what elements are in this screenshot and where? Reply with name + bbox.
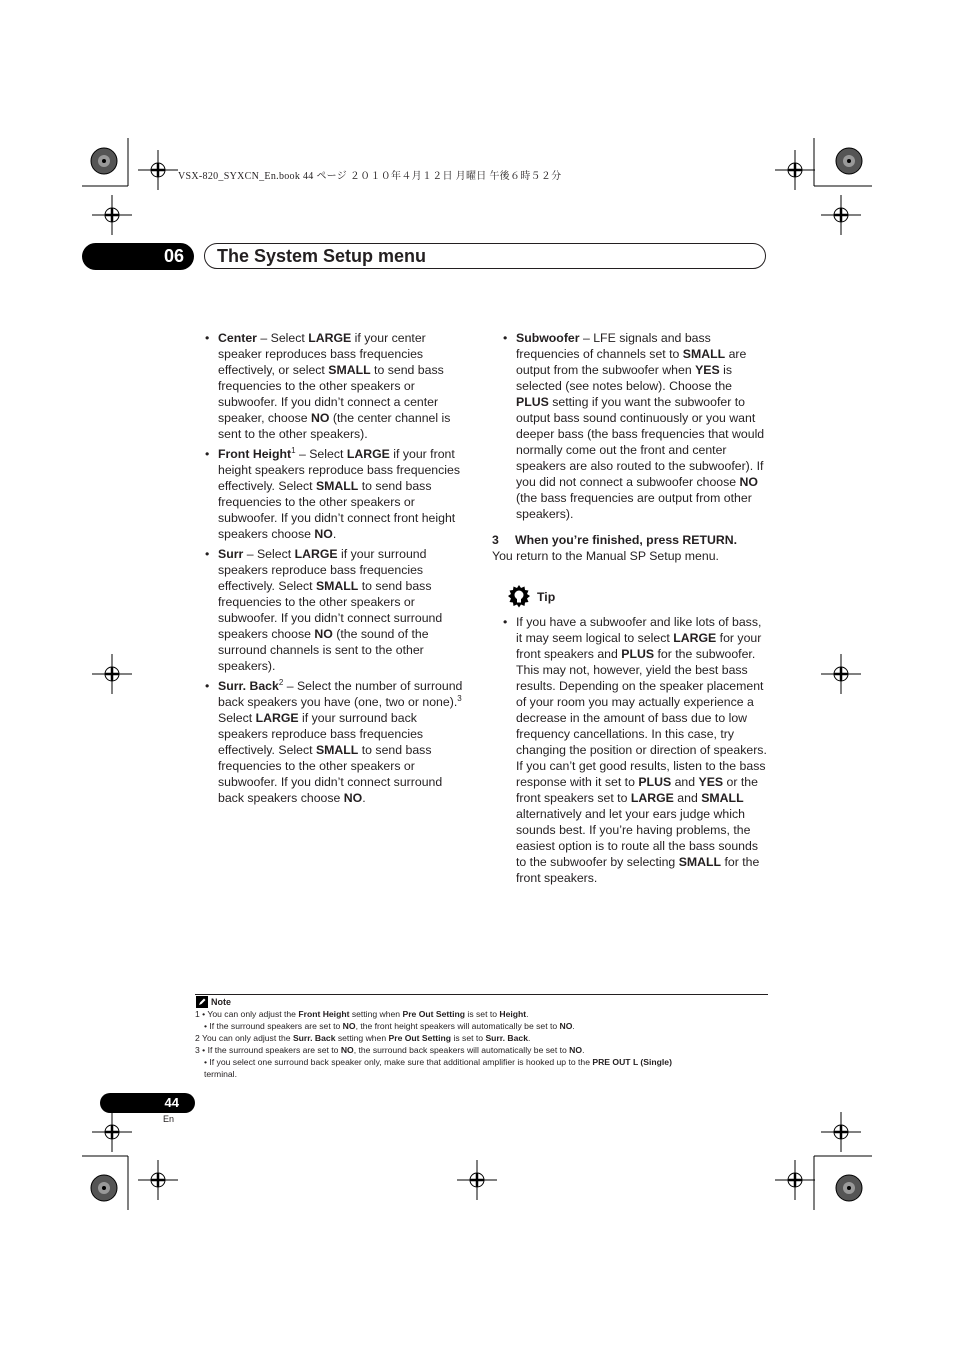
footnote-3a bbox=[195, 1044, 775, 1056]
text: setting when bbox=[349, 1009, 403, 1019]
text: • If you select one surround back speaker only, make sure that additional amplifier is hooked up to the bbox=[204, 1057, 593, 1067]
option: PLUS bbox=[621, 647, 655, 661]
text: . bbox=[572, 1021, 575, 1031]
footnote-3c: terminal. bbox=[204, 1069, 237, 1079]
text: • If the surround speakers are set to bbox=[204, 1021, 343, 1031]
option: LARGE bbox=[255, 711, 299, 725]
text: is set to bbox=[451, 1033, 486, 1043]
list-item-subwoofer bbox=[502, 330, 768, 522]
text: if your front height speakers reproduce bass frequencies effectively. Select bbox=[218, 447, 460, 493]
footnote-ref: 1 bbox=[291, 445, 296, 455]
text: if your center speaker reproduces bass frequencies effectively, or select bbox=[218, 331, 426, 377]
text: for your front speakers and bbox=[516, 631, 762, 661]
option: LARGE bbox=[308, 331, 352, 345]
page-language: En bbox=[163, 1114, 175, 1124]
option: SMALL bbox=[678, 855, 722, 869]
text: 3 • If the surround speakers are set to bbox=[195, 1045, 341, 1055]
list-item-front-height bbox=[204, 446, 470, 542]
text: is set to bbox=[465, 1009, 500, 1019]
term: Surr. Back bbox=[485, 1033, 528, 1043]
step-number: 3 bbox=[492, 533, 499, 547]
text: and bbox=[671, 775, 699, 789]
footnote-ref: 2 bbox=[278, 677, 284, 687]
text: , the surround back speakers will automatically be set to bbox=[353, 1045, 570, 1055]
text: . bbox=[332, 527, 337, 541]
footnote-2 bbox=[195, 1032, 775, 1044]
step-3-result: You return to the Manual SP Setup menu. bbox=[492, 549, 719, 563]
term: Height bbox=[499, 1009, 527, 1019]
text: if your surround back speakers reproduce bass frequencies effectively. Select bbox=[218, 711, 424, 757]
text: if your surround speakers reproduce bass frequencies effectively. Select bbox=[218, 547, 427, 593]
list-item-center bbox=[204, 330, 470, 442]
term: NO bbox=[342, 1021, 356, 1031]
option: NO bbox=[314, 627, 333, 641]
option: LARGE bbox=[346, 447, 390, 461]
text: 1 • You can only adjust the bbox=[195, 1009, 299, 1019]
note-divider bbox=[195, 994, 768, 995]
option: SMALL bbox=[315, 579, 359, 593]
text: setting when bbox=[335, 1033, 389, 1043]
term: Center bbox=[218, 331, 257, 345]
tip-item bbox=[502, 614, 768, 886]
lightbulb-icon bbox=[506, 584, 532, 610]
text: (the sound of the surround channels is sent to the other speakers). bbox=[218, 627, 429, 673]
text: . bbox=[526, 1009, 529, 1019]
option: YES bbox=[695, 363, 720, 377]
list-item-surr bbox=[204, 546, 470, 674]
text: to send bass frequencies to the other speakers or subwoofer. If you didn’t connect front height speakers choose bbox=[218, 479, 456, 541]
note-label: Note bbox=[211, 997, 231, 1007]
right-column bbox=[492, 330, 768, 890]
term: Pre Out Setting bbox=[388, 1033, 452, 1043]
option: PLUS bbox=[638, 775, 672, 789]
text: – Select bbox=[243, 547, 295, 561]
text: and bbox=[673, 791, 702, 805]
term: NO bbox=[569, 1045, 583, 1055]
term: Subwoofer bbox=[516, 331, 580, 345]
text: – Select bbox=[256, 331, 309, 345]
option: NO bbox=[343, 791, 363, 805]
page-title: The System Setup menu bbox=[204, 243, 766, 269]
note-heading bbox=[196, 996, 231, 1008]
step-text: When you’re finished, press RETURN. bbox=[515, 533, 738, 547]
footnote-1a bbox=[195, 1008, 775, 1020]
page-number: 44 bbox=[100, 1093, 195, 1113]
option: NO bbox=[739, 475, 758, 489]
pencil-icon bbox=[196, 996, 208, 1008]
term: Surr. Back bbox=[218, 679, 279, 693]
option: NO bbox=[310, 411, 330, 425]
chapter-number: 06 bbox=[82, 243, 194, 270]
tip-label: Tip bbox=[537, 590, 556, 604]
option: SMALL bbox=[328, 363, 371, 377]
term: Surr bbox=[218, 547, 244, 561]
text: (the center channel is sent to the other speakers). bbox=[218, 411, 451, 441]
text: to send bass frequencies to the other speakers or subwoofer. If you didn’t connect surround back speakers choose bbox=[218, 743, 443, 805]
option: SMALL bbox=[315, 479, 359, 493]
text: , the front height speakers will automatically be set to bbox=[355, 1021, 560, 1031]
text: . bbox=[527, 1033, 531, 1043]
text: alternatively and let your ears judge which sounds best. If you’re having problems, the easiest option is to route all the bass sounds to the subwoofer by selecting bbox=[516, 807, 758, 869]
option: SMALL bbox=[701, 791, 744, 805]
footnote-1b bbox=[195, 1020, 775, 1032]
option: YES bbox=[698, 775, 724, 789]
text: are output from the subwoofer when bbox=[516, 347, 747, 377]
tip-heading bbox=[492, 584, 768, 610]
footnote-3b bbox=[195, 1056, 775, 1068]
list-item-surr-back bbox=[204, 678, 470, 806]
text: – Select bbox=[295, 447, 347, 461]
text: (the bass frequencies are output from other speakers). bbox=[516, 491, 752, 521]
term: Pre Out Setting bbox=[402, 1009, 466, 1019]
text: . bbox=[582, 1045, 585, 1055]
term: PRE OUT L (Single) bbox=[592, 1057, 672, 1067]
option: LARGE bbox=[294, 547, 338, 561]
text: to send bass frequencies to the other speakers or subwoofer. If you didn’t connect surround speakers choose bbox=[218, 579, 443, 641]
text: 2 You can only adjust the bbox=[195, 1033, 293, 1043]
term: Surr. Back bbox=[292, 1033, 336, 1043]
text: setting if you want the subwoofer to output bass sound continuously or you want deeper bass (the bass frequencies that would normally come out the front and center speakers are also routed to the subwoofer). If you did not connect a subwoofer choose bbox=[516, 395, 765, 489]
text: – LFE signals and bass frequencies of channels set to bbox=[516, 331, 711, 361]
text: is selected (see notes below). Choose the bbox=[516, 363, 733, 393]
footnotes bbox=[195, 1008, 775, 1080]
term: NO bbox=[340, 1045, 354, 1055]
text: Select bbox=[218, 711, 256, 725]
text: If you have a subwoofer and like lots of bass, it may seem logical to select bbox=[516, 615, 762, 645]
print-header: VSX-820_SYXCN_En.book 44 ページ ２０１０年４月１２日 月曜日 午後６時５２分 bbox=[178, 171, 562, 182]
footnote-ref: 3 bbox=[457, 693, 462, 703]
option: LARGE bbox=[630, 791, 674, 805]
option: NO bbox=[314, 527, 333, 541]
step-3 bbox=[492, 532, 768, 548]
term: Front Height bbox=[298, 1009, 350, 1019]
option: SMALL bbox=[682, 347, 726, 361]
option: PLUS bbox=[516, 395, 549, 409]
left-column bbox=[204, 330, 470, 810]
text: – Select the number of surround back speakers you have (one, two or none). bbox=[218, 679, 463, 709]
text: or the front speakers set to bbox=[516, 775, 758, 805]
text: for the front speakers. bbox=[516, 855, 760, 885]
text: to send bass frequencies to the other speakers or subwoofer. If you didn’t connect a center speaker, choose bbox=[218, 363, 444, 425]
text: . bbox=[362, 791, 366, 805]
option: LARGE bbox=[673, 631, 717, 645]
term: NO bbox=[559, 1021, 573, 1031]
text: for the subwoofer. This may not, however, yield the best bass results. Depending on the speaker placement of your room you may actually experience a decrease in the amount of bass due to low frequency cancellations. In this case, try changing the position or direction of speakers. If you can’t get good results, listen to the bass response with it set to bbox=[516, 647, 767, 789]
term: Front Height bbox=[218, 447, 292, 461]
option: SMALL bbox=[315, 743, 359, 757]
